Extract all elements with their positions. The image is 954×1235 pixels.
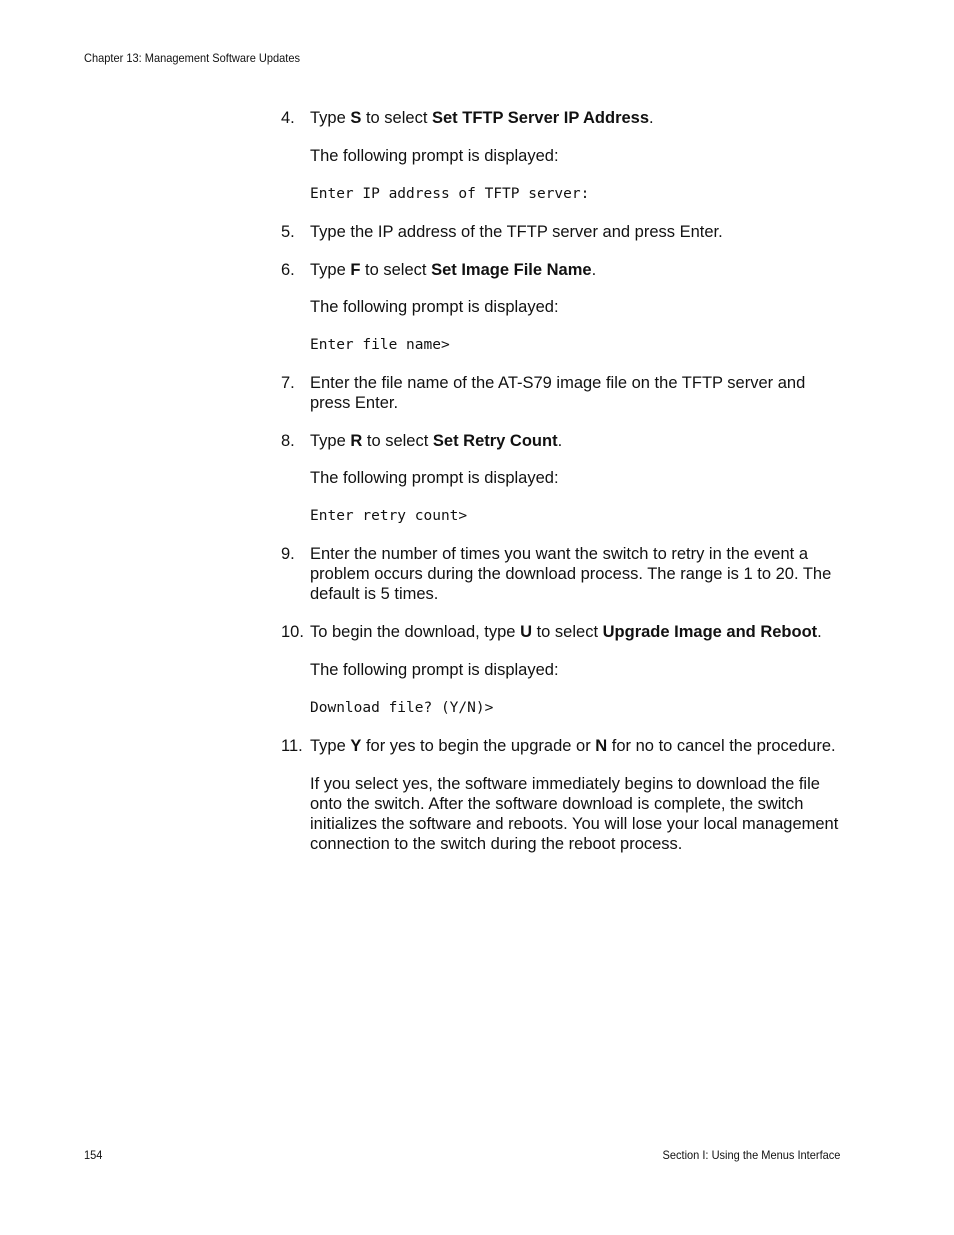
step-number: 6. bbox=[281, 261, 295, 279]
step-number: 7. bbox=[281, 374, 295, 392]
step-11 bbox=[281, 736, 846, 756]
step-text: Enter the number of times you want the switch to retry in the event a problem occurs during the download process. The range is 1 to 20. The default is 5 times. bbox=[310, 545, 832, 603]
prompt-label: The following prompt is displayed: bbox=[310, 469, 559, 487]
procedure-steps bbox=[281, 108, 846, 854]
step-text: Type R to select Set Retry Count. bbox=[310, 432, 563, 450]
step-10 bbox=[281, 622, 846, 642]
prompt-label: The following prompt is displayed: bbox=[310, 147, 559, 165]
key-name: Y bbox=[350, 737, 362, 755]
step-9 bbox=[281, 544, 846, 604]
step-note: If you select yes, the software immediately begins to download the file onto the switch. After the software download is complete, the switch initializes the software and reboots. You will lose your local management connection to the switch during the reboot process. bbox=[310, 775, 839, 853]
page-number: 154 bbox=[84, 1148, 103, 1162]
step-number: 4. bbox=[281, 109, 295, 127]
step-text: Type the IP address of the TFTP server and press Enter. bbox=[310, 223, 723, 241]
key-name: F bbox=[350, 261, 361, 279]
key-name: S bbox=[350, 109, 362, 127]
step-7 bbox=[281, 373, 846, 413]
step-number: 10. bbox=[281, 623, 304, 641]
step-text: Type Y for yes to begin the upgrade or N for no to cancel the procedure. bbox=[310, 737, 836, 755]
step-text: Enter the file name of the AT-S79 image file on the TFTP server and press Enter. bbox=[310, 374, 806, 412]
step-5 bbox=[281, 222, 846, 242]
step-text: Type S to select Set TFTP Server IP Address. bbox=[310, 109, 654, 127]
prompt-label: The following prompt is displayed: bbox=[310, 298, 559, 316]
prompt-code: Download file? (Y/N)> bbox=[310, 700, 494, 716]
step-text: To begin the download, type U to select Upgrade Image and Reboot. bbox=[310, 623, 822, 641]
step-8 bbox=[281, 431, 846, 451]
key-name: N bbox=[595, 737, 608, 755]
prompt-code: Enter file name> bbox=[310, 337, 450, 353]
menu-option: Set TFTP Server IP Address bbox=[432, 109, 650, 127]
running-footer: Section I: Using the Menus Interface bbox=[662, 1148, 840, 1162]
menu-option: Set Image File Name bbox=[431, 261, 592, 279]
running-header: Chapter 13: Management Software Updates bbox=[84, 51, 301, 65]
prompt-code: Enter IP address of TFTP server: bbox=[310, 186, 590, 202]
prompt-code: Enter retry count> bbox=[310, 508, 468, 524]
step-number: 11. bbox=[281, 737, 303, 755]
key-name: U bbox=[520, 623, 532, 641]
menu-option: Upgrade Image and Reboot bbox=[602, 623, 818, 641]
step-6 bbox=[281, 260, 846, 280]
menu-option: Set Retry Count bbox=[432, 432, 558, 450]
step-text: Type F to select Set Image File Name. bbox=[310, 261, 597, 279]
prompt-label: The following prompt is displayed: bbox=[310, 661, 559, 679]
step-number: 8. bbox=[281, 432, 295, 450]
key-name: R bbox=[350, 432, 363, 450]
step-number: 9. bbox=[281, 545, 295, 563]
step-number: 5. bbox=[281, 223, 295, 241]
step-4 bbox=[281, 108, 846, 128]
